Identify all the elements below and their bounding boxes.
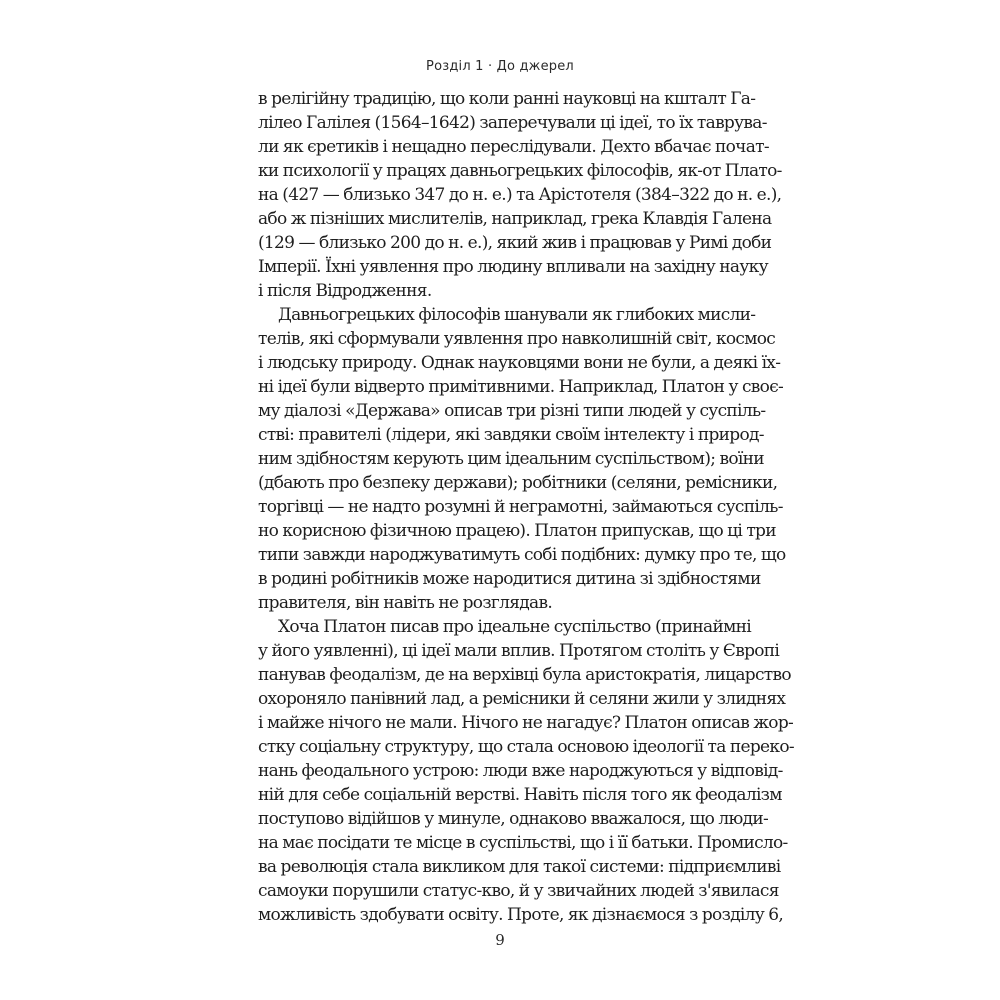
text-line: в релігійну традицію, що коли ранні науковці на кшталт Га-	[258, 89, 756, 109]
text-line: і людську природу. Однак науковцями вони не були, а деякі їх-	[258, 353, 781, 373]
text-line: (дбають про безпеку держави); робітники (селяни, ремісники,	[258, 473, 778, 493]
text-line: торгівці — не надто розумні й неграмотні, займаються суспіль-	[258, 497, 783, 517]
text-line: ва революція стала викликом для такої системи: підприємливі	[258, 857, 781, 877]
text-line: стві: правителі (лідери, які завдяки своїм інтелекту і природ-	[258, 425, 764, 445]
text-line: на (427 — близько 347 до н. е.) та Арістотеля (384–322 до н. е.),	[258, 185, 782, 205]
text-line: поступово відійшов у минуле, однаково вважалося, що люди-	[258, 809, 769, 829]
text-line: нань феодального устрою: люди вже народжуються у відповід-	[258, 761, 783, 781]
paragraph-first-line: Хоча Платон писав про ідеальне суспільство (принаймні	[278, 617, 751, 637]
page-number: 9	[495, 931, 505, 949]
paragraph-first-line: Давньогрецьких філософів шанували як глибоких мисли-	[278, 305, 756, 325]
text-line: охороняло панівний лад, а ремісники й селяни жили у злиднях	[258, 689, 786, 709]
text-line: но корисною фізичною працею). Платон припускав, що ці три	[258, 521, 776, 541]
text-line: або ж пізніших мислителів, наприклад, грека Клавдія Галена	[258, 209, 772, 229]
text-line: Імперії. Їхні уявлення про людину впливали на західну науку	[258, 257, 768, 277]
text-line: ній для себе соціальній верстві. Навіть після того як феодалізм	[258, 785, 782, 805]
running-header: Розділ 1 · До джерел	[426, 59, 574, 74]
text-line: ки психології у працях давньогрецьких філософів, як-от Плато-	[258, 161, 782, 181]
text-line: на має посідати те місце в суспільстві, що і її батьки. Промисло-	[258, 833, 788, 853]
text-line: типи завжди народжуватимуть собі подібних: думку про те, що	[258, 545, 786, 565]
text-line: лілео Галілея (1564–1642) заперечували ці ідеї, то їх таврува-	[258, 113, 767, 133]
text-line: панував феодалізм, де на верхівці була аристократія, лицарство	[258, 665, 791, 685]
text-line: ні ідеї були відверто примітивними. Наприклад, Платон у своє-	[258, 377, 784, 397]
text-line: (129 — близько 200 до н. е.), який жив і працював у Римі доби	[258, 233, 772, 253]
paragraph-last-line: правителя, він навіть не розглядав.	[258, 593, 553, 613]
text-line: у його уявленні), ці ідеї мали вплив. Протягом століть у Європі	[258, 641, 780, 661]
text-line: можливість здобувати освіту. Проте, як дізнаємося з розділу 6,	[258, 905, 784, 925]
text-line: ним здібностям керують цим ідеальним суспільством); воїни	[258, 449, 764, 469]
text-line: і майже нічого не мали. Нічого не нагадує? Платон описав жор-	[258, 713, 794, 733]
text-line: ли як єретиків і нещадно переслідували. Дехто вбачає почат-	[258, 137, 769, 157]
text-line: телів, які сформували уявлення про навколишній світ, космос	[258, 329, 776, 349]
text-line: стку соціальну структуру, що стала основою ідеології та переко-	[258, 737, 794, 757]
text-line: в родині робітників може народитися дитина зі здібностями	[258, 569, 761, 589]
paragraph-last-line: і після Відродження.	[258, 281, 432, 301]
text-line: самоуки порушили статус-кво, й у звичайних людей з'явилася	[258, 881, 779, 901]
text-line: му діалозі «Держава» описав три різні типи людей у суспіль-	[258, 401, 766, 421]
